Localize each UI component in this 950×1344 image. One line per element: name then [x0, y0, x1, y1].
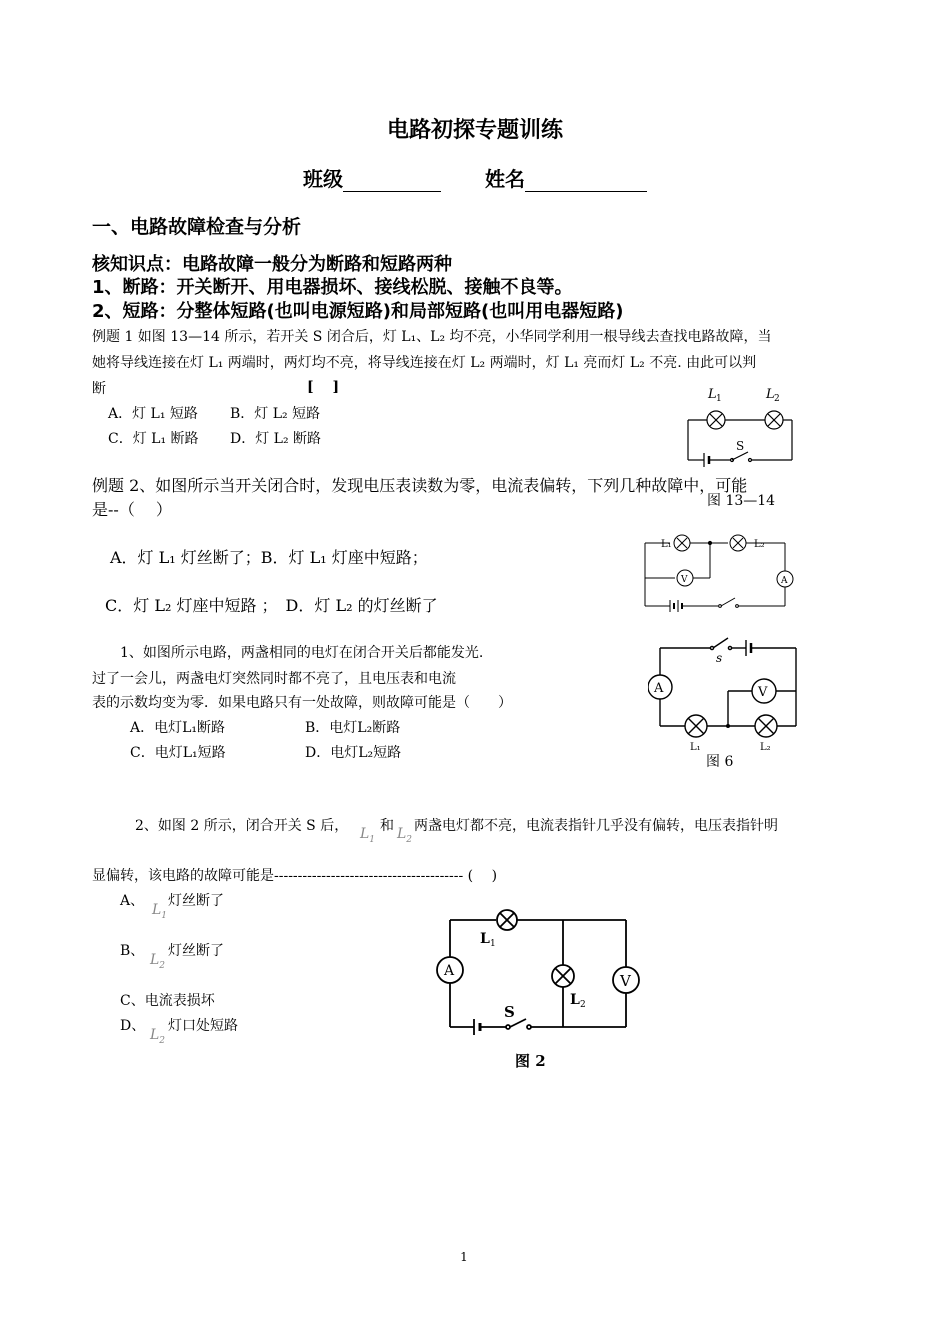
svg-text:1: 1: [490, 939, 496, 949]
svg-text:A: A: [444, 963, 455, 979]
circuit-diagram-example-2: [640, 528, 800, 613]
q1-option-b: B．电灯L₂断路: [305, 720, 401, 736]
ex2-l1-label: L₁: [661, 539, 672, 550]
svg-text:S: S: [736, 439, 745, 453]
class-name-line: [0, 163, 950, 192]
svg-text:V: V: [620, 972, 631, 990]
q2-option-d-symbol: $L_2$: [150, 1027, 166, 1046]
class-label: 班级: [303, 167, 344, 191]
q2-line1a: 2、如图 2 所示，闭合开关 S 后，: [135, 818, 349, 834]
q2-option-a-text: 灯丝断了: [168, 893, 224, 909]
key-point-2: 2、短路：分整体短路(也叫电源短路)和局部短路(也叫用电器短路): [92, 301, 624, 322]
ex1-line3: 断: [92, 381, 106, 397]
circuit-diagram-figure-2: [430, 905, 650, 1045]
page-title: 电路初探专题训练: [386, 118, 563, 143]
q1-option-c: C．电灯L₁短路: [130, 745, 226, 761]
q2-option-a-prefix: A、: [120, 893, 145, 909]
svg-text:V: V: [681, 575, 688, 585]
ex2-options-cd: C．灯 L₂ 灯座中短路 ； D．灯 L₂ 的灯丝断了: [105, 596, 438, 615]
q1-line3: 表的示数均变为零．如果电路只有一处故障，则故障可能是（ ）: [92, 695, 512, 711]
q2-line1b: 两盏电灯都不亮，电流表指针几乎没有偏转，电压表指针明: [414, 818, 778, 834]
circuit-diagram-figure-6: [648, 628, 813, 753]
svg-text:L: L: [708, 387, 717, 402]
svg-text:A: A: [781, 576, 788, 586]
ex1-option-d: D．灯 L₂ 断路: [230, 431, 322, 447]
svg-text:S: S: [504, 1003, 515, 1021]
q2-l1-symbol: $L_1$: [360, 826, 376, 845]
figure-2-caption: 图 2: [515, 1052, 546, 1070]
q2-option-d-text: 灯口处短路: [168, 1018, 238, 1034]
q2-l2-symbol: $L_2$: [397, 826, 413, 845]
ex1-option-b: B．灯 L₂ 短路: [230, 406, 321, 422]
svg-text:L₁: L₁: [690, 742, 701, 753]
ex2-line1: 例题 2、如图所示当开关闭合时，发现电压表读数为零，电流表偏转，下列几种故障中，可能: [92, 476, 748, 495]
q2-option-a-symbol: $L_1$: [152, 902, 168, 921]
svg-text:L₂: L₂: [760, 742, 771, 753]
svg-text:s: s: [716, 651, 723, 665]
ex1-answer-bracket: [ ]: [307, 379, 340, 395]
q2-option-c: C、电流表损坏: [120, 993, 215, 1009]
ex1-option-c: C．灯 L₁ 断路: [108, 431, 199, 447]
q2-and: 和: [380, 818, 394, 834]
ex1-line2: 她将导线连接在灯 L₁ 两端时，两灯均不亮，将导线连接在灯 L₂ 两端时，灯 L₁ 亮而灯 L₂ 不亮. 由此可以判: [92, 355, 757, 371]
q2-option-b-text: 灯丝断了: [168, 943, 224, 959]
section-heading: 一、电路故障检查与分析: [92, 216, 302, 238]
circuit-diagram-13-14: [680, 380, 800, 470]
svg-text:2: 2: [580, 1000, 586, 1010]
ex1-line1: 例题 1 如图 13—14 所示，若开关 S 闭合后，灯 L₁、L₂ 均不亮，小华同学利用一根导线去查找电路故障，当: [92, 329, 772, 345]
svg-text:2: 2: [774, 394, 780, 404]
svg-text:1: 1: [716, 394, 722, 404]
q2-line2: 显偏转，该电路的故障可能是---------------------------------------- ( ): [92, 868, 498, 884]
svg-text:A: A: [654, 681, 664, 696]
name-label: 姓名: [484, 167, 525, 191]
key-point-1: 1、断路：开关断开、用电器损坏、接线松脱、接触不良等。: [92, 277, 573, 298]
name-field[interactable]: [525, 171, 647, 192]
q2-option-b-prefix: B、: [120, 943, 145, 959]
key-point: 核知识点：电路故障一般分为断路和短路两种: [92, 254, 452, 275]
q1-option-a: A．电灯L₁断路: [130, 720, 226, 736]
svg-text:L: L: [480, 931, 490, 947]
ex2-options-ab: A．灯 L₁ 灯丝断了；B．灯 L₁ 灯座中短路；: [110, 548, 428, 567]
q1-option-d: D．电灯L₂短路: [305, 745, 402, 761]
ex2-line2: 是--（ ）: [92, 500, 172, 519]
q1-line2: 过了一会儿，两盏电灯突然同时都不亮了，且电压表和电流: [92, 671, 456, 687]
svg-text:L: L: [570, 992, 580, 1008]
ex1-option-a: A．灯 L₁ 短路: [108, 406, 198, 422]
q2-option-d-prefix: D、: [120, 1018, 146, 1034]
q1-line1: 1、如图所示电路，两盏相同的电灯在闭合开关后都能发光.: [120, 645, 484, 661]
page-number: 1: [460, 1250, 468, 1264]
figure-6-caption: 图 6: [706, 754, 734, 770]
figure-13-14-caption: 图 13—14: [707, 490, 775, 510]
class-field[interactable]: [343, 171, 441, 192]
svg-text:V: V: [758, 685, 768, 700]
ex2-l2-label: L₂: [754, 539, 765, 550]
q2-option-b-symbol: $L_2$: [150, 952, 166, 971]
svg-text:L: L: [766, 387, 775, 402]
